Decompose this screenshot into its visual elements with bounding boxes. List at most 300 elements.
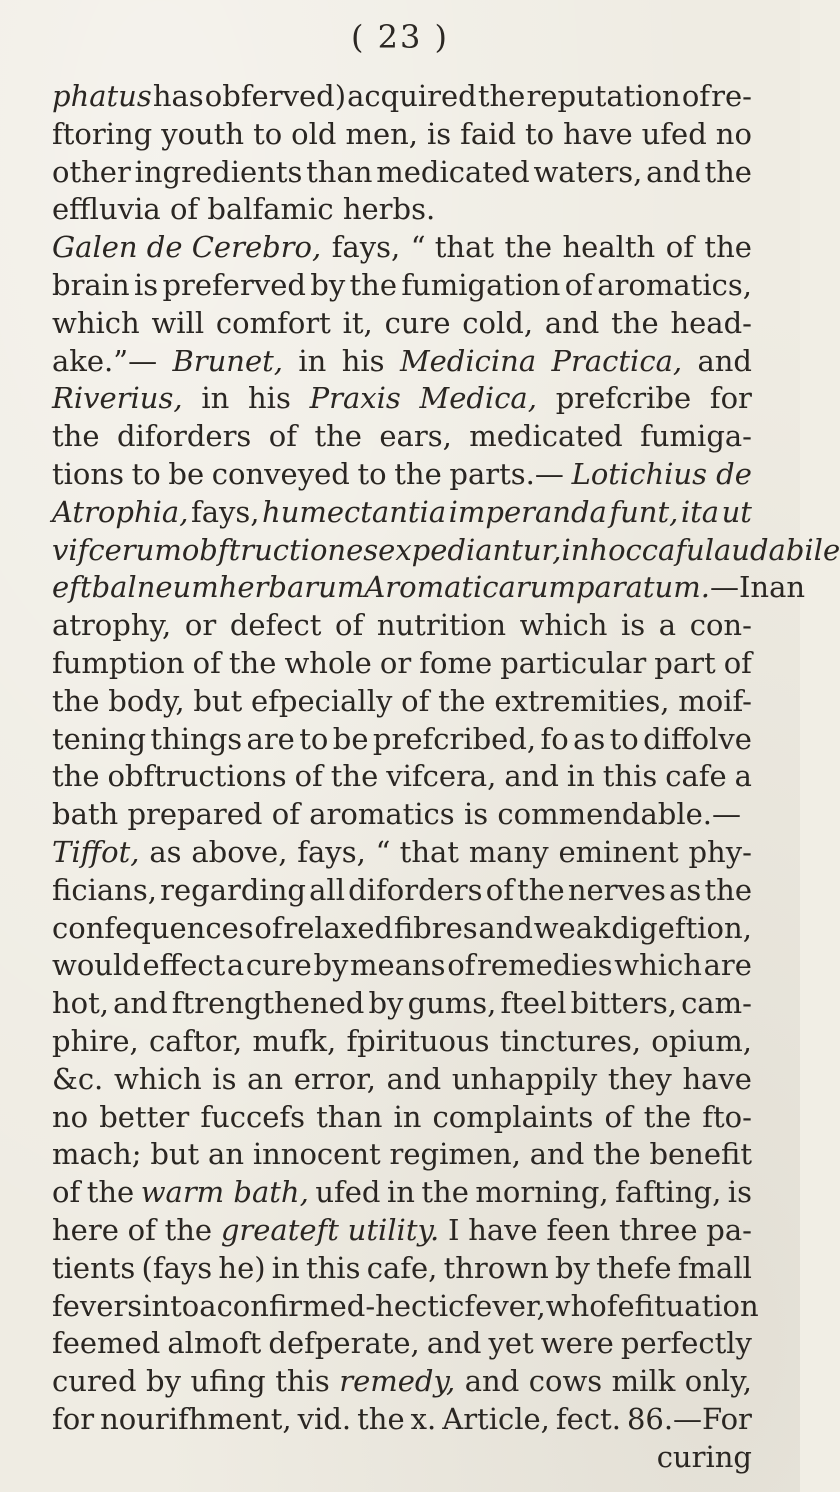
word: 86.—For [626, 1401, 752, 1436]
word: re- [711, 79, 752, 113]
word: has [152, 79, 204, 113]
word: and [697, 343, 752, 378]
word: the [52, 419, 100, 454]
word: his [248, 381, 291, 416]
word: head- [670, 305, 752, 340]
word: balneum [91, 570, 219, 605]
word: in [561, 532, 590, 567]
word: diforders [348, 872, 483, 907]
word: ake.”— [52, 343, 158, 378]
word: funt, [609, 494, 679, 529]
text-line [52, 1061, 752, 1099]
word: ufing [190, 1364, 266, 1399]
text-line [52, 78, 752, 116]
word: the [593, 1137, 641, 1172]
word: phire, [52, 1023, 139, 1058]
word: by [313, 948, 349, 983]
word: to [253, 116, 283, 151]
word: this [305, 1250, 361, 1285]
text-line [52, 191, 752, 229]
word: the [704, 230, 752, 265]
word: of [681, 79, 711, 113]
word: waters, [533, 154, 643, 189]
text-line [52, 1250, 752, 1288]
word: mach; [52, 1137, 142, 1172]
word: efpecially [251, 683, 393, 718]
word: be [332, 721, 369, 756]
text-line [52, 305, 752, 343]
text-line [52, 872, 752, 910]
word: pa- [706, 1212, 752, 1247]
word: which [52, 305, 140, 340]
word: are [703, 948, 752, 983]
word: atrophy, [52, 608, 172, 643]
word: as [669, 872, 702, 907]
word: feemed [52, 1326, 161, 1361]
word: health [562, 230, 656, 265]
word: to [525, 116, 555, 151]
word: fafting, [615, 1175, 722, 1210]
word: fumigation [401, 267, 561, 302]
word: hoc [589, 532, 642, 567]
word: fevers [52, 1288, 143, 1323]
word: fumption [52, 645, 185, 680]
word: digeftion, [611, 910, 752, 945]
word: caftor, [149, 1023, 243, 1058]
word: is [621, 608, 646, 643]
text-line [52, 645, 752, 683]
word: medicated [469, 419, 623, 454]
word: and [464, 1364, 520, 1399]
text-line [52, 418, 752, 456]
word: x. [410, 1401, 437, 1436]
word: which [519, 608, 608, 643]
word: &c. [52, 1061, 104, 1096]
word: into [142, 1288, 200, 1323]
word: were [540, 1326, 614, 1361]
word: cured [52, 1364, 137, 1399]
word: mufk, [252, 1023, 337, 1058]
word: the [704, 154, 752, 189]
word: as [149, 834, 182, 869]
word: is [133, 267, 159, 302]
word: brain [52, 267, 130, 302]
word: herbs. [342, 192, 436, 227]
word: balfamic [207, 192, 334, 227]
word: regimen, [389, 1137, 521, 1172]
word: better [99, 1099, 190, 1134]
word: the [477, 79, 526, 113]
word: bitters, [570, 986, 677, 1021]
word: prepared [127, 797, 263, 832]
word: the [164, 1212, 213, 1247]
text-line [52, 1174, 752, 1212]
word: nerves [567, 872, 666, 907]
word: the [86, 1175, 135, 1210]
word: by [310, 267, 346, 302]
word: error, [293, 1061, 376, 1096]
word: above, [191, 834, 288, 869]
word: prefcribe [555, 381, 692, 416]
word: have [682, 1061, 752, 1096]
word: cafu [641, 532, 705, 567]
word: his [341, 343, 385, 378]
word: this [602, 759, 658, 794]
word: confequences [52, 910, 254, 945]
word: tinctures, [499, 1023, 642, 1058]
word: relaxed [283, 910, 394, 945]
word: in [271, 1250, 300, 1285]
word: of [294, 759, 323, 794]
word: for [709, 381, 752, 416]
word: —In [709, 570, 770, 605]
word: and [529, 1137, 585, 1172]
text-line [52, 910, 752, 948]
word: prefcribed, [372, 721, 537, 756]
word: effect [142, 948, 226, 983]
word: Practica, [551, 343, 683, 378]
word: this [275, 1364, 330, 1399]
word: regarding [160, 872, 306, 907]
text-line [52, 532, 840, 570]
word: (fays [141, 1250, 213, 1285]
word: tening [52, 721, 147, 756]
word: the [228, 645, 277, 680]
word: obferved) [204, 79, 347, 113]
word: which [113, 1061, 202, 1096]
word: and [544, 305, 600, 340]
word: humectantia [262, 494, 447, 529]
word: will [151, 305, 205, 340]
word: the [517, 872, 565, 907]
text-line [52, 343, 752, 381]
word: than [306, 154, 373, 189]
word: of [723, 645, 752, 680]
word: no [715, 116, 752, 151]
word: things [150, 721, 243, 756]
word: laudabile [704, 532, 840, 567]
word: by [554, 1250, 590, 1285]
word: feen [546, 1212, 611, 1247]
word: by [146, 1364, 181, 1399]
word: fays, [331, 230, 401, 265]
word: old [291, 116, 337, 151]
word: fo [540, 721, 569, 756]
word: the [394, 456, 442, 491]
word: all [309, 872, 345, 907]
text-line [52, 229, 752, 267]
word: and [478, 910, 533, 945]
word: utility. [347, 1212, 440, 1247]
word: reputation [526, 79, 681, 113]
word: and [426, 1326, 482, 1361]
word: defperate, [268, 1326, 420, 1361]
text-line [52, 683, 752, 721]
word: defect [229, 608, 322, 643]
word: ftrengthened [171, 986, 365, 1021]
word: thrown [443, 1250, 549, 1285]
word: and [646, 154, 701, 189]
word: than [316, 1099, 383, 1134]
text-line [52, 1439, 752, 1477]
word: of [564, 267, 593, 302]
word: Praxis [309, 381, 401, 416]
word: vifcerum [52, 532, 182, 567]
word: of [192, 645, 221, 680]
word: fays, [190, 494, 260, 529]
word: of [127, 1212, 156, 1247]
word: to [609, 721, 639, 756]
word: no [52, 1099, 89, 1134]
text-line [52, 494, 752, 532]
word: Riverius, [52, 381, 183, 416]
word: by [368, 986, 404, 1021]
word: morning, [475, 1175, 609, 1210]
word: conveyed [211, 456, 350, 491]
word: of [271, 797, 300, 832]
word: as [573, 721, 606, 756]
word: fto- [702, 1099, 752, 1134]
word: phy- [688, 834, 752, 869]
word: faid [460, 116, 517, 151]
word: unhappily [451, 1061, 598, 1096]
word: thefe [596, 1250, 672, 1285]
word: be [168, 456, 205, 491]
word: of [665, 230, 694, 265]
word: Tiffot, [52, 834, 140, 869]
word: of [268, 419, 297, 454]
word: whofe [545, 1288, 635, 1323]
word: of [604, 1099, 633, 1134]
text-line [52, 1363, 752, 1401]
word: tients [52, 1250, 136, 1285]
word: have [468, 1212, 538, 1247]
word: cam- [681, 986, 752, 1021]
text-line [52, 1288, 759, 1326]
word: ftoring [52, 116, 153, 151]
word: to [299, 721, 329, 756]
word: nourifhment, [100, 1401, 292, 1436]
word: I [447, 1212, 460, 1247]
word: and [504, 759, 559, 794]
word: are [246, 721, 295, 756]
word: vid. [297, 1401, 352, 1436]
word: men, [345, 116, 419, 151]
word: cure [245, 948, 312, 983]
word: innocent [252, 1137, 381, 1172]
word: which [614, 948, 702, 983]
word: remedies [477, 948, 613, 983]
word: fteel [500, 986, 567, 1021]
text-line [52, 796, 752, 834]
word: ufed [641, 116, 707, 151]
word: opium, [651, 1023, 752, 1058]
word: an [208, 1137, 245, 1172]
word: fays, [297, 834, 366, 869]
word: extremities, [494, 683, 670, 718]
text-line [52, 154, 752, 192]
word: is [727, 1175, 752, 1210]
word: fpirituous [346, 1023, 490, 1058]
word: Lotichius de [571, 456, 752, 491]
word: fumiga- [640, 419, 752, 454]
text-line [52, 380, 752, 418]
word: yet [488, 1326, 534, 1361]
text-line [52, 721, 752, 759]
word: cold, [462, 305, 534, 340]
word: of [52, 1175, 81, 1210]
word: eft [52, 570, 92, 605]
word: part [654, 645, 716, 680]
word: aromatics [309, 797, 455, 832]
word: they [607, 1061, 672, 1096]
word: milk [611, 1364, 676, 1399]
word: weak [533, 910, 611, 945]
word: the [504, 230, 553, 265]
word: the [52, 759, 100, 794]
word: it, [342, 305, 373, 340]
word: parts.— [449, 456, 564, 491]
word: is [212, 1061, 237, 1096]
word: or [184, 608, 217, 643]
word: the [349, 267, 398, 302]
word: is [463, 797, 489, 832]
word: the [330, 759, 379, 794]
text-line [52, 569, 806, 607]
word: complaints [432, 1099, 594, 1134]
word: the [643, 1099, 692, 1134]
word: eminent [558, 834, 679, 869]
word: medicated [376, 154, 530, 189]
word: here [52, 1212, 119, 1247]
word: a [199, 1288, 217, 1323]
word: of [335, 608, 364, 643]
word: would [52, 948, 141, 983]
word: is [427, 116, 452, 151]
word: a [734, 759, 752, 794]
word: hot, [52, 986, 110, 1021]
word: ita [680, 494, 720, 529]
word: nutrition [376, 608, 507, 643]
word: Atrophia, [52, 494, 189, 529]
text-line [52, 1099, 752, 1137]
word: almoft [167, 1326, 262, 1361]
word: benefit [649, 1137, 752, 1172]
word: three [618, 1212, 698, 1247]
word: to [131, 456, 161, 491]
text-line [52, 456, 752, 494]
word: ufed [315, 1175, 381, 1210]
word: aromatics, [597, 267, 752, 302]
word: ficians, [52, 872, 157, 907]
word: comfort [215, 305, 331, 340]
word: the [357, 1401, 405, 1436]
word: warm bath, [140, 1175, 309, 1210]
text-line [52, 985, 752, 1023]
word: paratum. [575, 570, 710, 605]
text-line [52, 1325, 752, 1363]
word: a [658, 608, 677, 643]
word: other [52, 154, 131, 189]
word: fuccefs [200, 1099, 306, 1134]
word: the [314, 419, 362, 454]
word: particular [500, 645, 647, 680]
word: ears, [379, 419, 452, 454]
word: commendable.— [497, 797, 741, 832]
word: Brunet, [172, 343, 284, 378]
word: tions [52, 456, 124, 491]
word: Aromaticarum [364, 570, 576, 605]
word: cure [384, 305, 451, 340]
text-line [52, 267, 752, 305]
word: a [226, 948, 245, 983]
word: Galen de Cerebro, [52, 230, 322, 265]
word: diffolve [643, 721, 752, 756]
word: in [201, 381, 230, 416]
page-number: ( 23 ) [350, 18, 450, 56]
word: obftructions [107, 759, 287, 794]
word: of [485, 872, 514, 907]
text-line [52, 758, 752, 796]
word: acquired [347, 79, 477, 113]
word: but [193, 683, 243, 718]
word: Medica, [419, 381, 537, 416]
word: bath [52, 797, 119, 832]
word: to [357, 456, 387, 491]
word: the [52, 683, 100, 718]
word: but [150, 1137, 200, 1172]
word: “ that [375, 834, 459, 869]
word: cafe [665, 759, 727, 794]
word: perfectly [620, 1326, 752, 1361]
word: the [704, 872, 752, 907]
word: and [386, 1061, 442, 1096]
word: effluvia [52, 192, 161, 227]
text-line [52, 607, 752, 645]
text-line [52, 1212, 752, 1250]
text-line [52, 834, 752, 872]
word: means [350, 948, 446, 983]
word: diforders [116, 419, 252, 454]
word: imperanda [448, 494, 607, 529]
word: “ that [410, 230, 495, 265]
catchword: curing [656, 1439, 752, 1474]
word: moif- [678, 683, 752, 718]
word: youth [161, 116, 245, 151]
word: herbarum [218, 570, 365, 605]
body-text [52, 78, 840, 1476]
text-line [52, 116, 752, 154]
word: only, [684, 1364, 752, 1399]
word: fever, [464, 1288, 546, 1323]
word: or [379, 645, 412, 680]
word: fome [419, 645, 493, 680]
word: ut [721, 494, 752, 529]
word: body, [108, 683, 185, 718]
word: gums, [407, 986, 497, 1021]
text-line [52, 947, 752, 985]
word: of [447, 948, 476, 983]
word: fect. [555, 1401, 621, 1436]
word: fituation [634, 1288, 759, 1323]
word: for [52, 1401, 95, 1436]
word: have [563, 116, 633, 151]
word: obftructiones [181, 532, 379, 567]
word: Article, [442, 1401, 550, 1436]
word: cafe, [366, 1250, 438, 1285]
word: phatus [52, 79, 152, 113]
word: greateft [220, 1212, 339, 1247]
